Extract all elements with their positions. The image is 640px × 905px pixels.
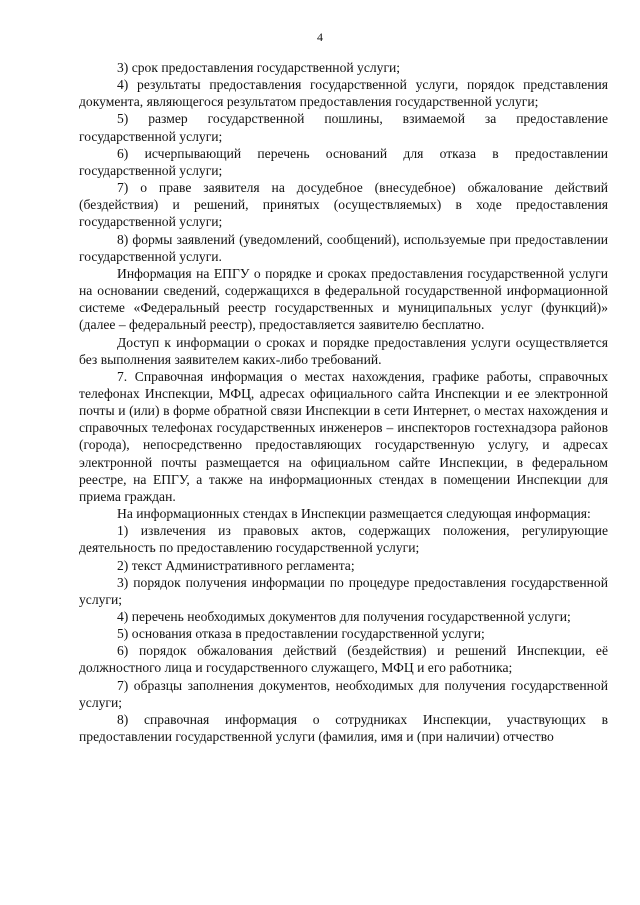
stand-item-1: 1) извлечения из правовых актов, содержащих положения, регулирующие деятельность по предоставлению государственной услуги; — [79, 523, 608, 556]
stand-item-5: 5) основания отказа в предоставлении государственной услуги; — [117, 626, 485, 642]
paragraph-section-7: 7. Справочная информация о местах нахождения, графике работы, справочных телефонах Инспекции, МФЦ, адресах официального сайта Инспекции и ее электронной почты и (или) в форме обратной связи Инспекции в сети Интернет, о местах нахождения и справочных телефонах государственных инженеров – инспекторов гостехнадзора районов (города), непосредственно предоставляющих государственную услугу, и адресах электронной почты размещается на официальном сайте Инспекции, в федеральном реестре, на ЕПГУ, а также на информационных стендах в помещении Инспекции для приема граждан. — [79, 368, 608, 504]
paragraph-item-7: 7) о праве заявителя на досудебное (внесудебное) обжалование действий (бездействия) и решений, принятых (осуществляемых) в ходе предоставления государственной услуги; — [79, 180, 608, 230]
document-body — [79, 59, 608, 745]
paragraph-access-info: Доступ к информации о сроках и порядке предоставления услуги осуществляется без выполнения заявителем каких-либо требований. — [79, 334, 608, 367]
paragraph-stands-intro: На информационных стендах в Инспекции размещается следующая информация: — [117, 506, 591, 522]
stand-item-2: 2) текст Административного регламента; — [117, 557, 355, 573]
stand-item-4: 4) перечень необходимых документов для получения государственной услуги; — [117, 609, 571, 624]
page-number: 4 — [317, 30, 323, 44]
stand-item-7: 7) образцы заполнения документов, необходимых для получения государственной услуги; — [79, 677, 608, 710]
paragraph-epgu-info: Информация на ЕПГУ о порядке и сроках предоставления государственной услуги на основании сведений, содержащихся в федеральной государственной информационной системе «Федеральный реестр государственных и муниципальных услуг (функций)» (далее – федеральный реестр), предоставляется заявителю бесплатно. — [79, 265, 608, 333]
stand-item-3: 3) порядок получения информации по процедуре предоставления государственной услуги; — [79, 574, 608, 607]
paragraph-item-6: 6) исчерпывающий перечень оснований для отказа в предоставлении государственной услуги; — [79, 145, 608, 178]
paragraph-item-3: 3) срок предоставления государственной услуги; — [117, 60, 401, 75]
paragraph-item-4: 4) результаты предоставления государственной услуги, порядок представления документа, являющегося результатом предоставления государственной услуги; — [79, 77, 608, 110]
stand-item-8: 8) справочная информация о сотрудниках Инспекции, участвующих в предоставлении государственной услуги (фамилия, имя и (при наличии) отчество — [79, 711, 608, 745]
stand-item-6: 6) порядок обжалования действий (бездействия) и решений Инспекции, её должностного лица и государственного служащего, МФЦ и его работника; — [79, 643, 608, 676]
paragraph-item-5: 5) размер государственной пошлины, взимаемой за предоставление государственной услуги; — [79, 111, 608, 144]
paragraph-item-8: 8) формы заявлений (уведомлений, сообщений), используемые при предоставлении государственной услуги. — [79, 231, 608, 264]
